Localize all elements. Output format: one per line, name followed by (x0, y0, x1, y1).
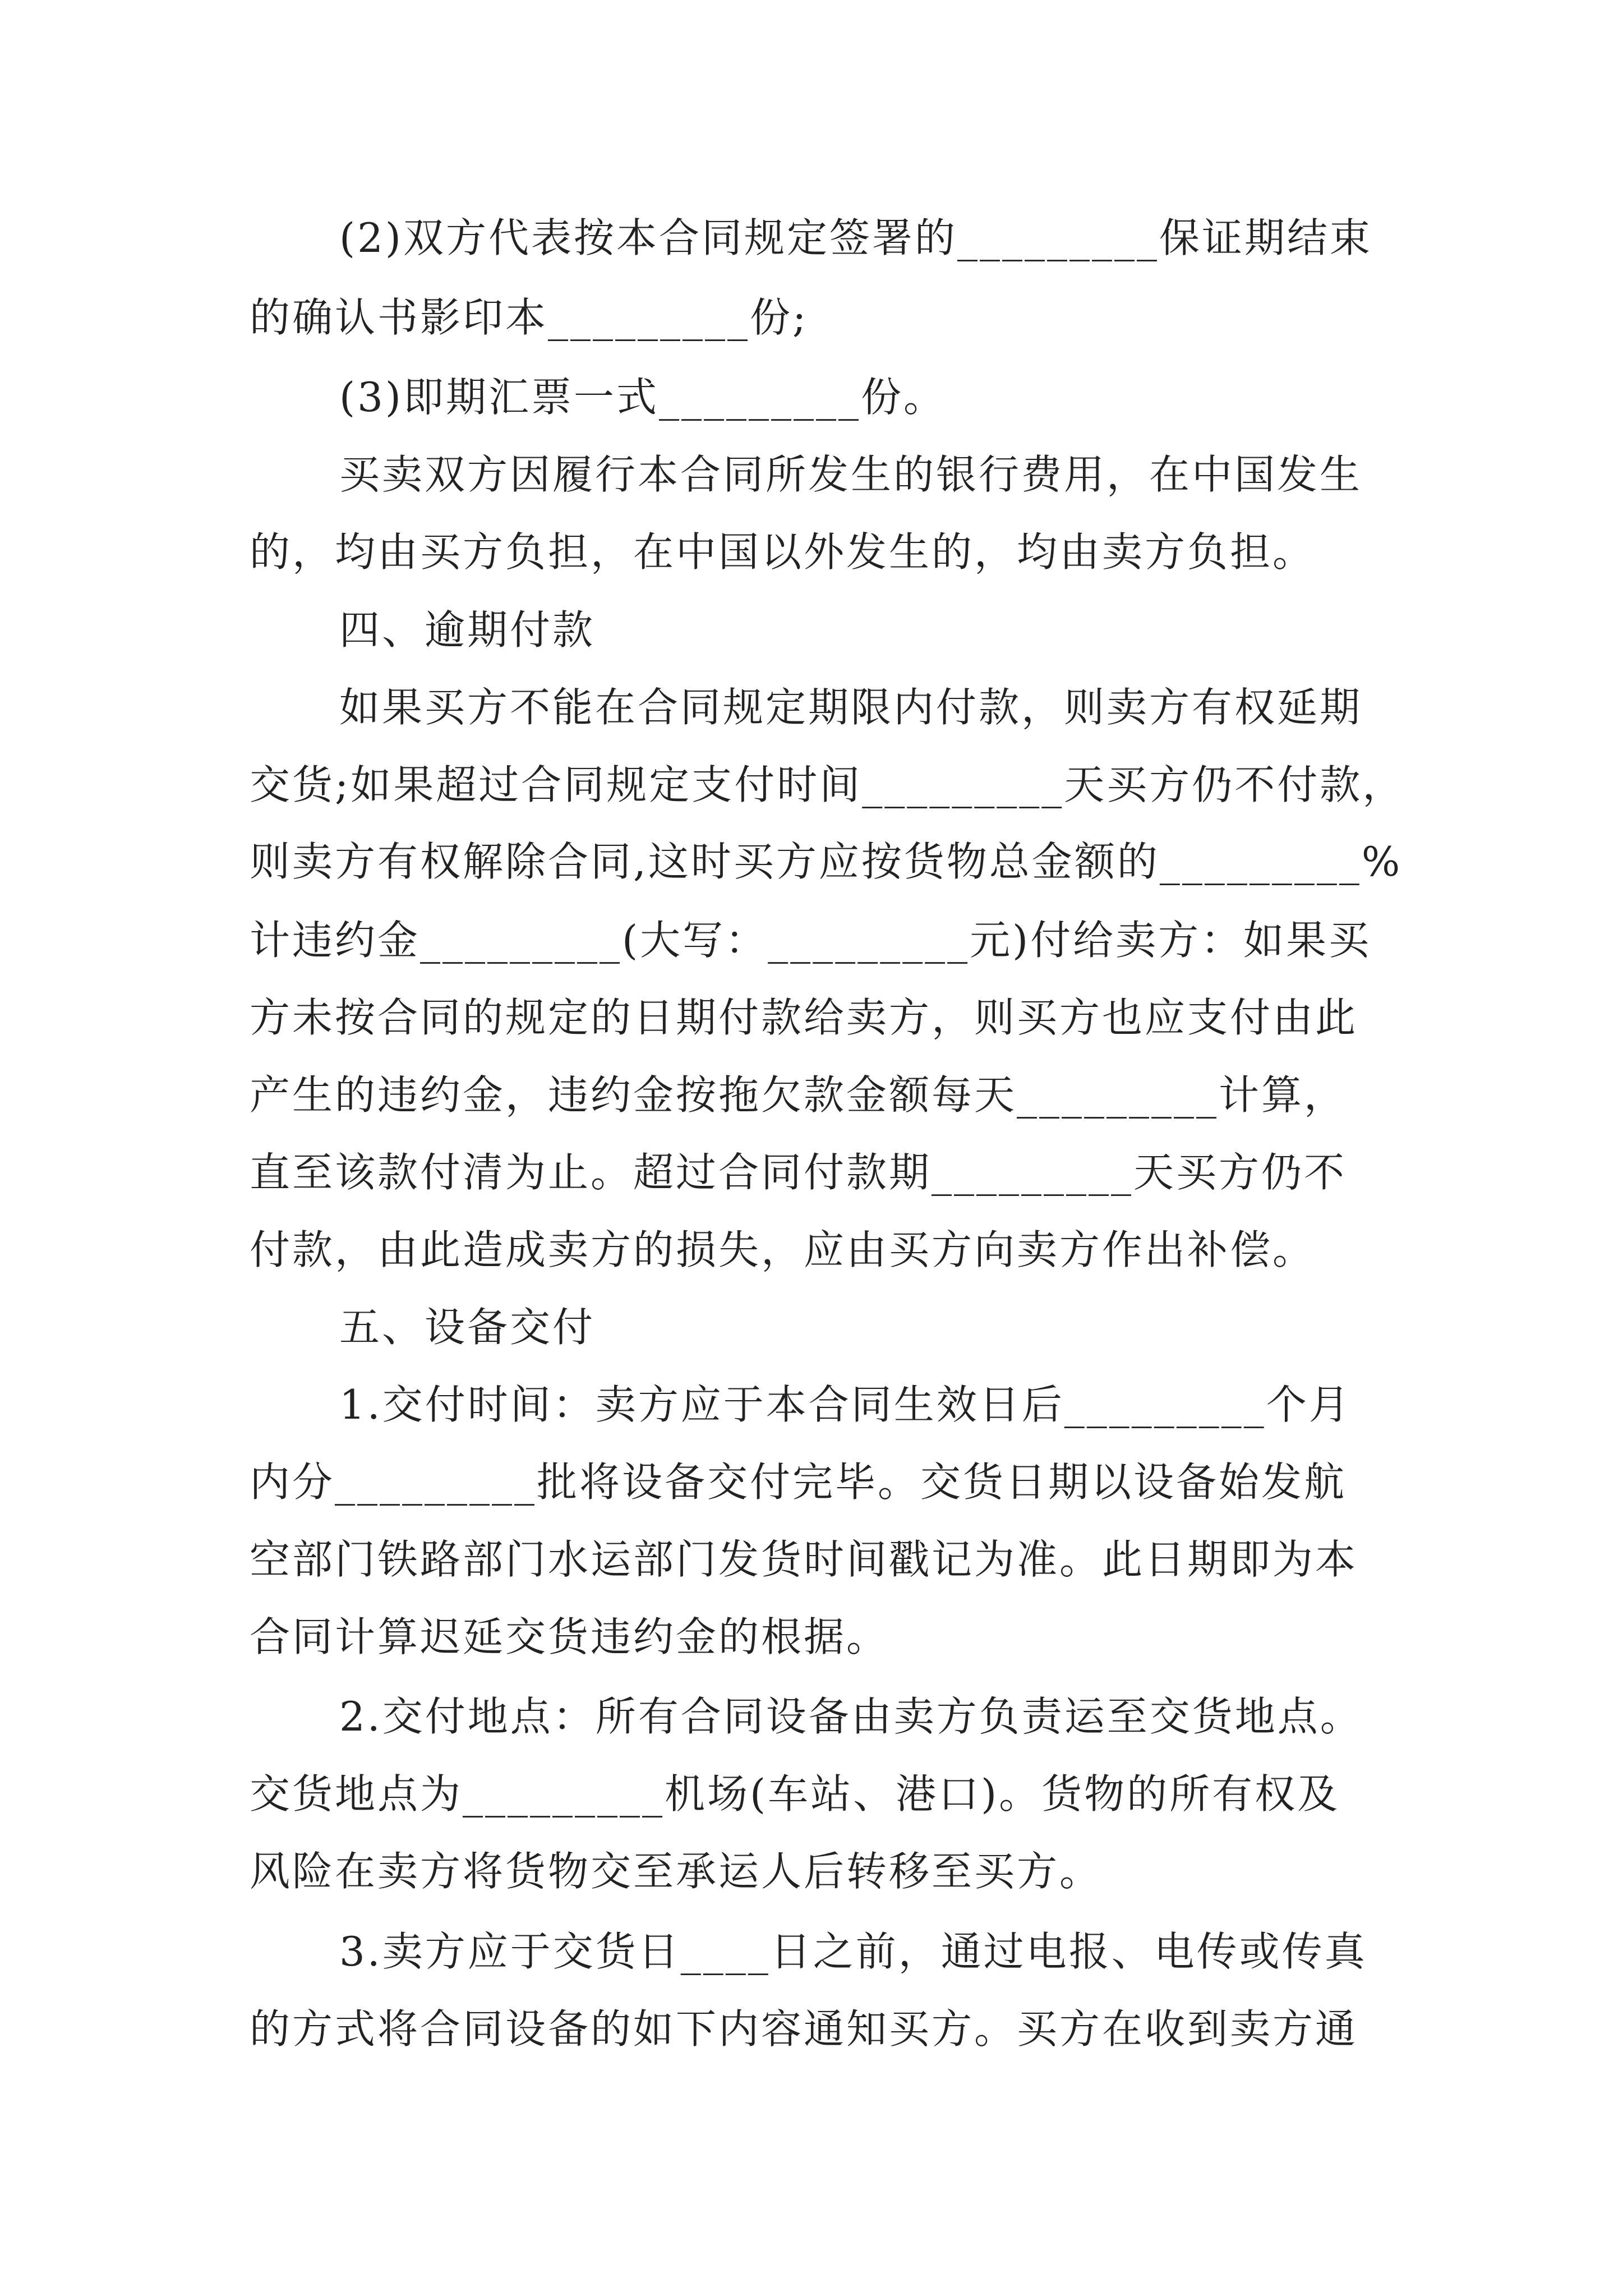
paragraph-line: 交货;如果超过合同规定支付时间_________天买方仍不付款， (250, 761, 1405, 808)
paragraph-line: 内分_________批将设备交付完毕。交货日期以设备始发航 (250, 1458, 1347, 1506)
paragraph-line: 如果买方不能在合同规定期限内付款，则卖方有权延期 (339, 684, 1363, 731)
paragraph-line: 计违约金_________(大写：_________元)付给卖方：如果买 (250, 917, 1372, 964)
paragraph-line: 3.卖方应于交货日____日之前，通过电报、电传或传真 (339, 1928, 1367, 1975)
paragraph-line: 的，均由买方负担，在中国以外发生的，均由卖方负担。 (250, 528, 1316, 576)
paragraph-line: 2.交付地点：所有合同设备由卖方负责运至交货地点。 (339, 1693, 1363, 1740)
paragraph-line: (2)双方代表按本合同规定签署的_________保证期结束 (339, 214, 1372, 261)
paragraph-line: 的确认书影印本_________份; (250, 294, 809, 341)
paragraph-line: 空部门铁路部门水运部门发货时间戳记为准。此日期即为本 (250, 1536, 1358, 1583)
section-heading: 四、逾期付款 (339, 606, 596, 654)
paragraph-line: 则卖方有权解除合同,这时买方应按货物总金额的_________% (250, 838, 1403, 885)
paragraph-line: 1.交付时间：卖方应于本合同生效日后_________个月 (339, 1381, 1352, 1428)
paragraph-line: 风险在卖方将货物交至承运人后转移至买方。 (250, 1848, 1103, 1895)
paragraph-line: 交货地点为_________机场(车站、港口)。货物的所有权及 (250, 1770, 1340, 1818)
paragraph-line: 产生的违约金，违约金按拖欠款金额每天_________计算， (250, 1071, 1347, 1119)
paragraph-line: (3)即期汇票一式_________份。 (339, 374, 946, 421)
paragraph-line: 合同计算迟延交货违约金的根据。 (250, 1613, 889, 1660)
paragraph-line: 买卖双方因履行本合同所发生的银行费用，在中国发生 (339, 451, 1363, 498)
paragraph-line: 方未按合同的规定的日期付款给卖方，则买方也应支付由此 (250, 994, 1358, 1041)
paragraph-line: 付款，由此造成卖方的损失，应由买方向卖方作出补偿。 (250, 1226, 1316, 1273)
section-heading: 五、设备交付 (339, 1304, 596, 1351)
paragraph-line: 的方式将合同设备的如下内容通知买方。买方在收到卖方通 (250, 2005, 1358, 2053)
paragraph-line: 直至该款付清为止。超过合同付款期_________天买方仍不 (250, 1149, 1347, 1196)
